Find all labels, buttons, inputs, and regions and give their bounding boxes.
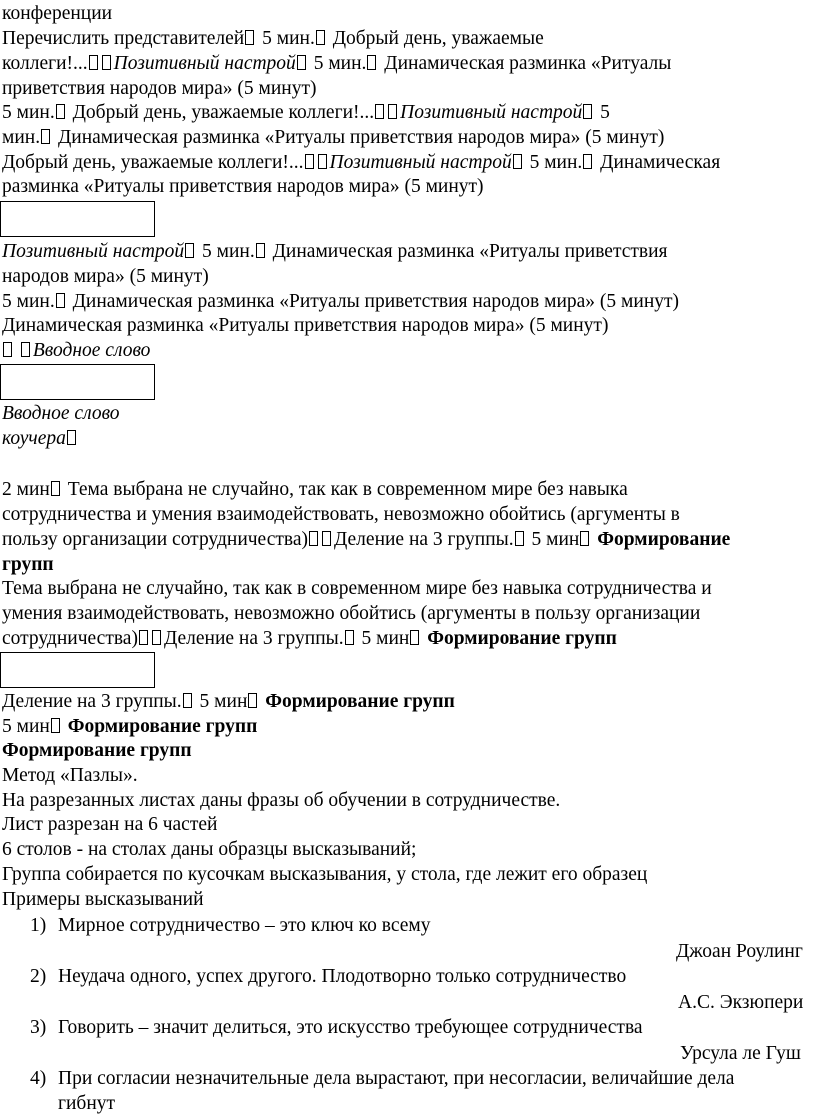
text-line: Перечислить представителей 5 мин. Добрый день, уважаемые: [2, 28, 544, 49]
quote-text: Говорить – значит делиться, это искусство требующее сотрудничества: [58, 1017, 643, 1038]
missing-glyph-icon: [305, 154, 314, 169]
missing-glyph-icon: [345, 630, 354, 645]
missing-glyph-icon: [297, 55, 306, 70]
missing-glyph-icon: [185, 243, 194, 258]
missing-glyph-icon: [580, 531, 589, 546]
list-item-number: 1): [30, 915, 47, 936]
text-line: народов мира» (5 минут): [2, 266, 209, 287]
missing-glyph-icon: [375, 104, 384, 119]
missing-glyph-icon: [67, 430, 76, 445]
text-line: 2 мин Тема выбрана не случайно, так как в современном мире без навыка: [2, 479, 628, 500]
quote-author: Урсула ле Гуш: [680, 1043, 801, 1064]
text-line: пользу организации сотрудничества) Деление на 3 группы. 5 мин Формирование: [2, 529, 731, 550]
image-placeholder-box: [0, 364, 155, 400]
missing-glyph-icon: [245, 30, 254, 45]
list-item-number: 3): [30, 1017, 47, 1038]
text-line: групп: [2, 554, 54, 575]
missing-glyph-icon: [583, 104, 592, 119]
text-line: приветствия народов мира» (5 минут): [2, 78, 317, 99]
list-item-number: 2): [30, 966, 47, 987]
text-line: Деление на 3 группы. 5 мин Формирование групп: [2, 691, 455, 712]
quote-text: гибнут: [58, 1093, 116, 1114]
quote-text: Неудача одного, успех другого. Плодотворно только сотрудничество: [58, 966, 627, 987]
missing-glyph-icon: [41, 129, 50, 144]
text-line: умения взаимодействовать, невозможно обойтись (аргументы в пользу организации: [2, 603, 701, 624]
missing-glyph-icon: [388, 104, 397, 119]
quote-author: А.С. Экзюпери: [678, 992, 804, 1013]
text-line: Вводное слово: [2, 403, 120, 424]
text-line: коллеги!... Позитивный настрой 5 мин. Динамическая разминка «Ритуалы: [2, 53, 672, 74]
text-line: На разрезанных листах даны фразы об обучении в сотрудничестве.: [2, 790, 561, 811]
list-item-number: 4): [30, 1068, 47, 1089]
text-line: коучера: [2, 427, 79, 452]
quote-author: Джоан Роулинг: [676, 941, 803, 962]
text-line: Группа собирается по кусочкам высказывания, у стола, где лежит его образец: [2, 864, 648, 885]
missing-glyph-icon: [139, 630, 148, 645]
missing-glyph-icon: [183, 693, 192, 708]
missing-glyph-icon: [51, 481, 60, 496]
text-line: сотрудничества и умения взаимодействовать, невозможно обойтись (аргументы в: [2, 504, 680, 525]
missing-glyph-icon: [89, 55, 98, 70]
image-placeholder-box: [0, 201, 155, 237]
missing-glyph-icon: [322, 531, 331, 546]
missing-glyph-icon: [56, 104, 65, 119]
text-line: Динамическая разминка «Ритуалы приветствия народов мира» (5 минут): [2, 315, 609, 336]
text-line: Примеры высказываний: [2, 889, 204, 910]
missing-glyph-icon: [410, 630, 419, 645]
quote-text: При согласии незначительные дела вырастают, при несогласии, величайшие дела: [58, 1068, 735, 1089]
missing-glyph-icon: [316, 30, 325, 45]
missing-glyph-icon: [318, 154, 327, 169]
text-line: 5 мин. Добрый день, уважаемые коллеги!... Позитивный настрой 5: [2, 102, 610, 123]
missing-glyph-icon: [513, 154, 522, 169]
quote-text: Мирное сотрудничество – это ключ ко всему: [58, 915, 431, 936]
missing-glyph-icon: [256, 243, 265, 258]
section-heading: Формирование групп: [2, 740, 192, 761]
missing-glyph-icon: [367, 55, 376, 70]
text-line: 5 мин. Динамическая разминка «Ритуалы приветствия народов мира» (5 минут): [2, 291, 680, 312]
text-line: мин. Динамическая разминка «Ритуалы приветствия народов мира» (5 минут): [2, 127, 665, 148]
text-line: Добрый день, уважаемые коллеги!... Позитивный настрой 5 мин. Динамическая: [2, 152, 721, 173]
text-line: 6 столов - на столах даны образцы высказываний;: [2, 839, 417, 860]
missing-glyph-icon: [583, 154, 592, 169]
missing-glyph-icon: [51, 718, 60, 733]
text-line: Метод «Пазлы».: [2, 765, 138, 786]
missing-glyph-icon: [152, 630, 161, 645]
missing-glyph-icon: [21, 342, 30, 357]
missing-glyph-icon: [248, 693, 257, 708]
text-line: Вводное слово: [2, 339, 150, 364]
text-line: разминка «Ритуалы приветствия народов мира» (5 минут): [2, 176, 484, 197]
missing-glyph-icon: [3, 342, 12, 357]
text-line: Позитивный настрой 5 мин. Динамическая разминка «Ритуалы приветствия: [2, 241, 668, 262]
text-line: конференции: [2, 3, 113, 24]
text-line: 5 мин Формирование групп: [2, 716, 258, 737]
text-line: Лист разрезан на 6 частей: [2, 814, 218, 835]
text-line: сотрудничества) Деление на 3 группы. 5 мин Формирование групп: [2, 628, 617, 649]
missing-glyph-icon: [309, 531, 318, 546]
missing-glyph-icon: [515, 531, 524, 546]
text-line: Тема выбрана не случайно, так как в современном мире без навыка сотрудничества и: [2, 578, 712, 599]
image-placeholder-box: [0, 652, 155, 688]
missing-glyph-icon: [56, 293, 65, 308]
missing-glyph-icon: [102, 55, 111, 70]
